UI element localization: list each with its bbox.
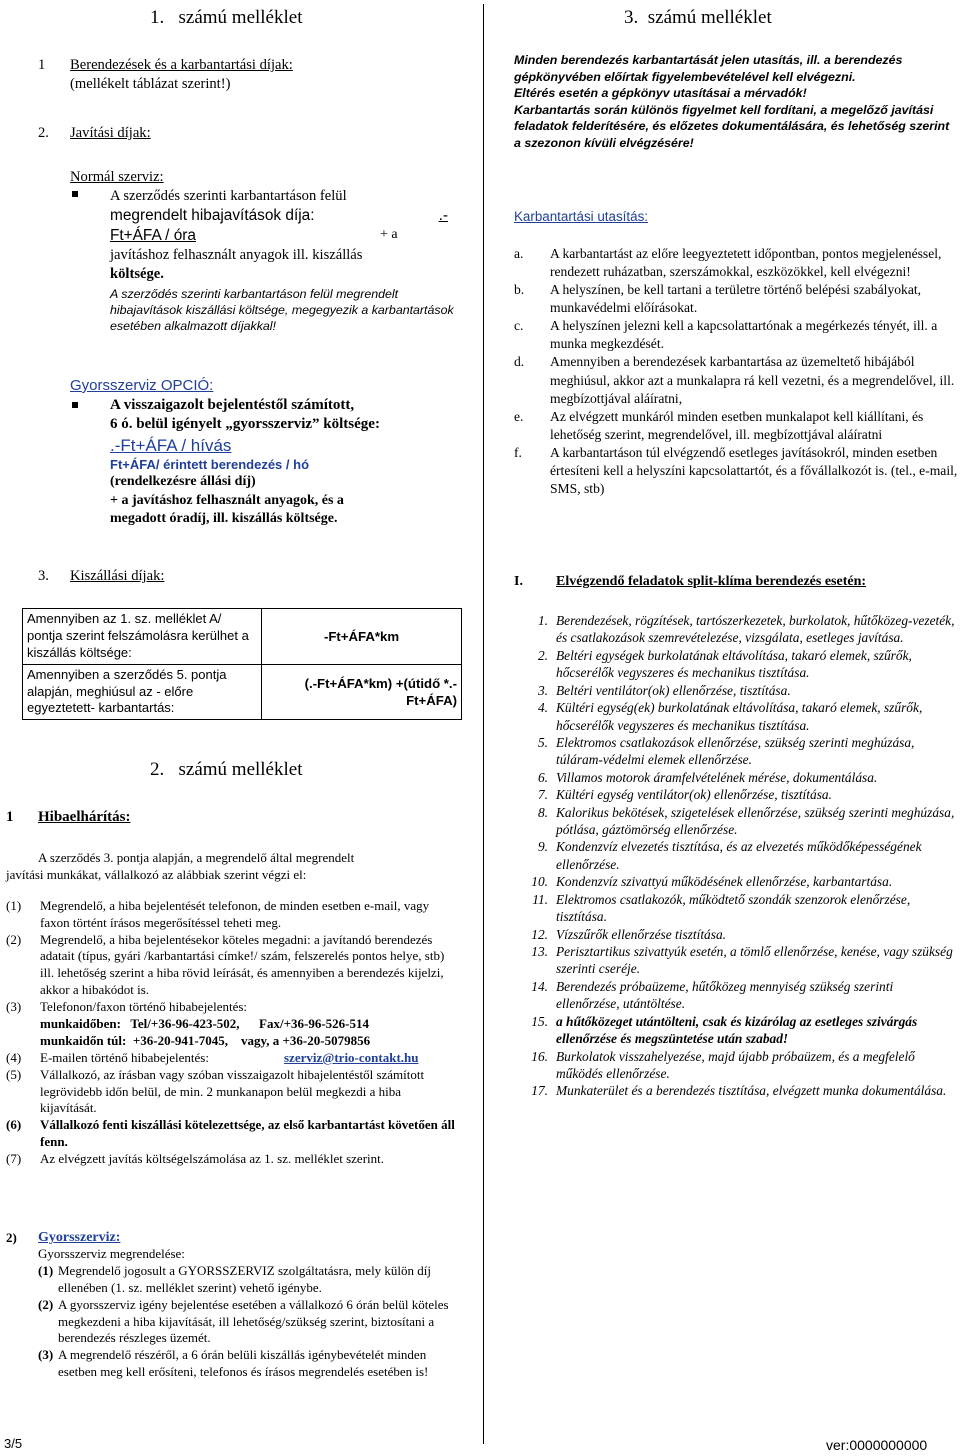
task-item (520, 612, 956, 647)
text-line: megadott óradíj, ill. kiszállás költsége. (110, 510, 338, 526)
item-number: (3) (6, 999, 22, 1015)
annex-3-title: 3. számú melléklet (624, 7, 772, 28)
availability-fee: Ft+ÁFA/ érintett berendezés / hó (110, 456, 310, 472)
table-cell: Amennyiben az 1. sz. melléklet A/ pontja szerint felszámolásra kerülhet a kiszállás költsége: (23, 609, 262, 665)
item-letter: d. (514, 354, 525, 370)
item-text: Az elvégzett javítás költségelszámolása az 1. sz. melléklet szerint. (40, 1151, 385, 1167)
task-number: 6. (537, 769, 548, 785)
task-item (520, 838, 956, 873)
text-line: Gyorsszerviz megrendelése: (38, 1246, 185, 1261)
item-text: A helyszínen, be kell tartani a területre történő belépési szabályokat, munkavédelmi előírásokat. (550, 282, 922, 316)
task-number: 3. (537, 682, 548, 698)
section-number: 2) (6, 1230, 17, 1245)
phone-after-hours (6, 1033, 456, 1050)
list-item (6, 1050, 456, 1067)
task-text: Berendezés próbaüzeme, hűtőközeg mennyiség szükség szerinti ellenőrzése, utántöltése. (556, 978, 894, 1012)
item-number: (1) (38, 1262, 54, 1278)
table-cell: (.-Ft+ÁFA*km) +(útidő *.-Ft+ÁFA) (262, 664, 462, 720)
task-number: 9. (537, 839, 548, 855)
price-unit: Ft+ÁFA / óra (110, 226, 196, 244)
task-number: 4. (537, 700, 548, 716)
page-number: 3/5 (4, 1436, 23, 1451)
task-number: 5. (537, 734, 548, 750)
task-number: 8. (537, 804, 548, 820)
section-number: 2. (38, 125, 49, 141)
item-number: (2) (38, 1296, 54, 1312)
item-text: Vállalkozó, az írásban vagy szóban visszaigazolt hibajelentéstől számított legrövidebb időn belül, de min. 2 munkanapon belül megkezdi a hiba kijavítását. (40, 1066, 425, 1116)
annex-1-title: 1. számú melléklet (150, 7, 303, 28)
item-letter: b. (514, 282, 525, 298)
task-item (520, 873, 956, 890)
list-item (514, 317, 960, 353)
task-item (520, 891, 956, 926)
item-number: (5) (6, 1066, 22, 1082)
list-item (38, 1347, 450, 1381)
task-item (520, 804, 956, 839)
list-item (6, 999, 456, 1016)
list-item (6, 1151, 456, 1168)
text-line: Minden berendezés karbantartását jelen utasítás, ill. a berendezés gépkönyvében előírtak figyelembevételével kell elvégezni. (514, 53, 903, 84)
list-item (6, 898, 456, 932)
phone-workhours (6, 1016, 456, 1033)
task-text: Vízszűrők ellenőrzése tisztítása. (556, 926, 726, 942)
column-divider (483, 4, 484, 1444)
section-title-fast-service: Gyorsszerviz: (38, 1230, 121, 1245)
table-row (23, 609, 462, 665)
italic-note: A szerződés szerinti karbantartáson felül megrendelt hibajavítások kiszállási költsége, megegyezik a karbantartások esetében alkalmazott díjakkal! (110, 286, 454, 334)
task-text: Beltéri egységek burkolatának eltávolítása, takaró elemek, szűrők, hőcserélők vegyszeres és mechanikus tisztítása. (556, 647, 912, 681)
text-line: A szerződés szerinti karbantartáson felül (110, 187, 347, 204)
text-line: A visszaigazolt bejelentéstől számított, (110, 396, 355, 413)
task-text: Beltéri ventilátor(ok) ellenőrzése, tisztítása. (556, 682, 791, 698)
normal-service-block (70, 168, 460, 334)
list-item (38, 1263, 450, 1297)
task-item (520, 1013, 956, 1048)
text-line: Eltérés esetén a gépkönyv utasításai a mérvadók! (514, 86, 807, 101)
bullet-icon (72, 191, 78, 197)
item-number: (7) (6, 1151, 22, 1167)
item-number: (3) (38, 1347, 54, 1363)
troubleshooting-block (6, 850, 456, 1168)
item-text: Megrendelő jogosult a GYORSSZERVIZ szolgáltatásra, mely külön díj ellenében (1. sz. melléklet szerint) vehető igénybe. (58, 1262, 432, 1295)
task-text: Munkaterület és a berendezés tisztítása, elvégzett munka dokumentálása. (556, 1083, 947, 1099)
item-number: (6) (6, 1117, 22, 1133)
item-number: (1) (6, 897, 22, 913)
task-text: Perisztartikus szivattyúk esetén, a tömlő ellenőrzése, kenése, vagy szükség szerinti cseréje. (556, 944, 953, 977)
task-number: 11. (532, 891, 548, 907)
section-title-repair-fees: Javítási díjak: (70, 125, 151, 141)
item-letter: a. (514, 246, 524, 261)
phone-text: munkaidőn túl: +36-20-941-7045, vagy, a +36-20-5079856 (40, 1032, 371, 1048)
task-item (520, 734, 956, 769)
item-number: (4) (6, 1049, 22, 1065)
split-section-title: Elvégzendő feladatok split-klíma berendezés esetén: (556, 574, 867, 589)
list-item (514, 245, 960, 281)
task-number: 12. (531, 926, 548, 942)
task-number: 14. (531, 978, 548, 994)
list-item (514, 408, 960, 444)
item-number: (2) (6, 931, 22, 947)
list-item (514, 353, 960, 407)
section-title-travel-fees: Kiszállási díjak: (70, 568, 165, 584)
section-title: Berendezések és a karbantartási díjak: (70, 57, 293, 73)
task-item (520, 978, 956, 1013)
text-line: A szerződés 3. pontja alapján, a megrendelő által megrendelt (38, 850, 355, 865)
section-title-troubleshooting: Hibaelhárítás: (38, 809, 131, 825)
item-letter: c. (514, 318, 524, 334)
task-number: 2. (537, 647, 548, 663)
fast-service-order-block (38, 1246, 450, 1381)
task-item (520, 926, 956, 943)
section-equipment (38, 56, 45, 75)
item-text: Amennyiben a berendezések karbantartása az üzemeltető hibájából meghiúsul, akkor azt a munkalapra rá kell vezetni, és a megrendelővel, ill. megbízottjával aláíratni, (550, 354, 955, 406)
instructions-list (514, 245, 960, 498)
maintenance-intro (514, 52, 954, 152)
split-section-number: I. (514, 574, 523, 589)
instructions-title: Karbantartási utasítás: (514, 209, 648, 224)
list-item (6, 932, 456, 1000)
task-text: Kondenzvíz szivattyú működésének ellenőrzése, karbantartása. (556, 874, 893, 890)
price-blank: .- (438, 206, 448, 224)
split-task-list (520, 612, 956, 1100)
task-number: 10. (531, 874, 548, 890)
item-text: Vállalkozó fenti kiszállási kötelezettsége, az első karbantartást követően áll fenn. (40, 1117, 455, 1150)
item-text: A megrendelő részéről, a 6 órán belüli kiszállás igénybevételét minden esetben meg kell erősíteni, telefonos és írásos megrendelés esetében is! (58, 1347, 429, 1380)
item-text: A gyorsszerviz igény bejelentése esetében a vállalkozó 6 órán belül köteles megkezdeni a hiba kijavítását, ill lehetőség/szükség szerint, biztosítani a berendezés részleges üzemét. (58, 1296, 449, 1346)
item-text: Megrendelő, a hiba bejelentésekor köteles megadni: a javítandó berendezés adatait (típus, gyári /karbantartási címke!/ szám, felszerelés pontos helye, stb) ill. lehetőség szerint a hiba rövid leírását, és amennyiben a berendezés kijelzi, akkor a hibakódot is. (40, 931, 445, 998)
item-text: A karbantartást az előre leegyeztetett időpontban, pontos megjelenéssel, rendezett ruházatban, szerszámokkal, eszközökkel, kell elvégezni! (550, 246, 942, 280)
bullet-icon (72, 402, 78, 408)
task-text: Burkolatok visszahelyezése, majd újabb próbaüzem, és a megfelelő működés ellenőrzése. (556, 1048, 915, 1081)
task-item (520, 769, 956, 786)
task-number: 16. (531, 1048, 548, 1064)
task-item (520, 1082, 956, 1099)
table-cell: Amennyiben a szerződés 5. pontja alapján, meghiúsul az - előre egyeztetett- karbantartás: (23, 664, 262, 720)
text-line: + a javításhoz felhasznált anyagok, és a (110, 492, 344, 508)
text-line: 6 ó. belül igényelt „gyorsszerviz” költsége: (110, 416, 380, 432)
table-row (23, 664, 462, 720)
task-text: Kültéri egység ventilátor(ok) ellenőrzése, tisztítása. (556, 787, 832, 803)
text-line: Karbantartás során különös figyelmet kell fordítani, a megelőző javítási feladatok felderítésére, és előzetes dokumentálására, és lehetőség szerint a szezonon kívüli elvégzésére! (514, 102, 950, 151)
text-line: (rendelkezésre állási díj) (110, 474, 256, 490)
list-item (514, 281, 960, 317)
price-per-call: .-Ft+ÁFA / hívás (110, 435, 232, 455)
list-item (38, 1297, 450, 1348)
task-item (520, 943, 956, 978)
list-item (514, 444, 960, 498)
task-text: Kalorikus bekötések, szigetelések ellenőrzése, szükség szerinti meghúzása, pótlása, gáztömörség ellenőrzése. (556, 804, 955, 838)
table-cell: -Ft+ÁFA*km (262, 609, 462, 665)
text-line: javítási munkákat, vállalkozó az alábbiak szerint végzi el: (6, 866, 307, 882)
task-text: Villamos motorok áramfelvételének mérése, dokumentálása. (556, 769, 878, 785)
item-text: E-mailen történő hibabejelentés: (40, 1049, 209, 1065)
section-subtitle: (mellékelt táblázat szerint!) (70, 75, 231, 92)
text-line: megrendelt hibajavítások díja: (110, 206, 315, 224)
item-letter: e. (514, 408, 524, 424)
task-item (520, 1048, 956, 1083)
task-item (520, 682, 956, 699)
task-text: Elektromos csatlakozók, működtető szondák szenzorok elenőrzése, tisztítása. (556, 891, 911, 925)
annex-2-title: 2. számú melléklet (150, 759, 303, 780)
fast-service-block (70, 376, 470, 528)
item-text: Megrendelő, a hiba bejelentését telefonon, de minden esetben e-mail, vagy faxon történt írásos megerősítéssel teheti meg. (40, 897, 430, 930)
task-item (520, 647, 956, 682)
task-text: Kültéri egység(ek) burkolatának eltávolítása, takaró elemek, szűrők, hőcserélők vegyszeres és mechanikus tisztítása. (556, 700, 923, 733)
fast-service-title: Gyorsszerviz OPCIÓ: (70, 377, 214, 394)
item-text: A helyszínen jelezni kell a kapcsolattartónak a megérkezés tényét, ill. a munka megkezdését. (550, 318, 938, 352)
task-text: Elektromos csatlakozások ellenőrzése, szükség szerinti meghúzása, túláram-védelmi elemek ellenőrzése. (556, 734, 915, 768)
item-text: Az elvégzett munkáról minden esetben munkalapot kell kiállítani, és lehetőség szerint, megrendelővel, ill. megbízottjával aláíratni (550, 408, 924, 442)
task-text: Berendezések, rögzítések, tartószerkezetek, burkolatok, hűtőközeg-vezeték, és csatlakozások szemrevételezése, vizsgálata, esetleges javítása. (556, 613, 955, 646)
section-equipment-body (70, 56, 293, 94)
task-text: a hűtőközeget utántölteni, csak és kizárólag az esetleges szivárgás ellenőrzése és megszüntetése után szabad! (556, 1013, 918, 1047)
list-item (6, 1067, 456, 1118)
section-number: 3. (38, 568, 49, 584)
travel-fee-table (22, 608, 462, 720)
task-number: 15. (531, 1013, 548, 1029)
version-label: ver:0000000000 (826, 1437, 928, 1453)
normal-service-title: Normál szerviz: (70, 169, 164, 185)
item-text: A karbantartáson túl elvégzendő esetleges javításokról, minden esetben értesíteni kell a helyszíni kapcsolattartót, és a fővállalkozót is. (tel., e-mail, SMS, stb) (550, 444, 958, 497)
phone-text: munkaidőben: Tel/+36-96-423-502, Fax/+36-96-526-514 (40, 1016, 369, 1032)
section-number: 1 (6, 809, 14, 825)
task-item (520, 786, 956, 803)
task-item (520, 699, 956, 734)
email-link[interactable]: szerviz@trio-contakt.hu (284, 1049, 419, 1065)
task-number: 13. (531, 944, 548, 960)
task-number: 1. (537, 613, 548, 628)
section-number: 1 (38, 57, 46, 73)
text-line: költsége. (110, 265, 164, 282)
text-line: + a (380, 226, 398, 242)
item-letter: f. (514, 444, 522, 460)
item-text: Telefonon/faxon történő hibabejelentés: (40, 999, 248, 1015)
text-line: javításhoz felhasznált anyagok ill. kiszállás (110, 246, 363, 263)
list-item (6, 1117, 456, 1151)
task-text: Kondenzvíz elvezetés tisztítása, és az elvezetés működőképességének ellenőrzése. (556, 839, 922, 872)
task-number: 7. (537, 787, 548, 803)
task-number: 17. (531, 1083, 548, 1099)
